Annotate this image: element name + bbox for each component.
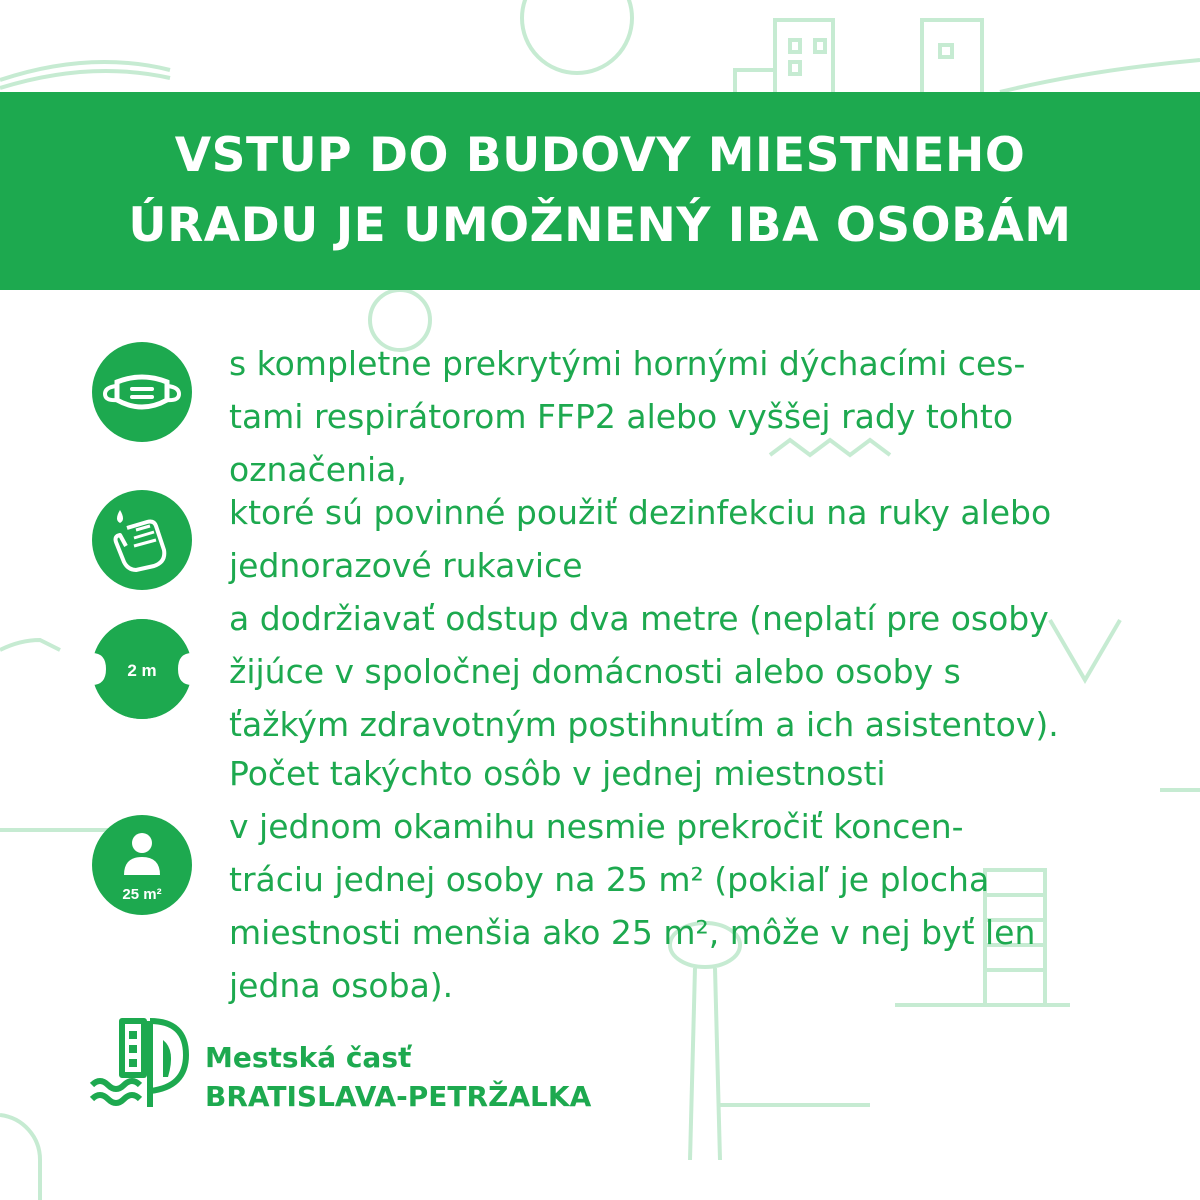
rule-text-occupancy: [229, 747, 1129, 1012]
rule-line: v jednom okamihu nesmie prekročiť koncen-: [229, 807, 964, 846]
rule-line: jednorazové rukavice: [229, 546, 583, 585]
rule-line: miestnosti menšia ako 25 m², môže v nej byť len: [229, 913, 1036, 952]
distance-label: 2 m: [127, 661, 157, 680]
area-label: 25 m²: [122, 886, 162, 903]
rule-line: ťažkým zdravotným postihnutím a ich asistentov).: [229, 705, 1059, 744]
rule-text-mask: [229, 337, 1129, 496]
title-line-1: VSTUP DO BUDOVY MIESTNEHO: [174, 128, 1026, 183]
rule-line: s kompletne prekrytými hornými dýchacími ces-: [229, 344, 1026, 383]
brand-line-2: BRATISLAVA-PETRŽALKA: [205, 1080, 592, 1113]
rule-line: žijúce v spoločnej domácnosti alebo osoby s: [229, 652, 961, 691]
rule-text-sanitizer: [229, 486, 1129, 592]
rule-line: označenia,: [229, 450, 407, 489]
person-per-area-icon: [92, 815, 192, 915]
petrzalka-logo-icon: [88, 1015, 198, 1115]
two-metre-distance-icon: [92, 619, 192, 719]
rule-line: jedna osoba).: [229, 966, 454, 1005]
rule-line: tráciu jednej osoby na 25 m² (pokiaľ je plocha: [229, 860, 990, 899]
rule-line: ktoré sú povinné použiť dezinfekciu na ruky alebo: [229, 493, 1052, 532]
face-mask-icon: [92, 342, 192, 442]
title-line-2: ÚRADU JE UMOŽNENÝ IBA OSOBÁM: [128, 198, 1072, 253]
rule-line: a dodržiavať odstup dva metre (neplatí pre osoby: [229, 599, 1049, 638]
rule-line: Počet takýchto osôb v jednej miestnosti: [229, 754, 886, 793]
header-banner: [0, 92, 1200, 290]
brand-line-1: Mestská časť: [205, 1041, 412, 1074]
rule-line: tami respirátorom FFP2 alebo vyššej rady tohto: [229, 397, 1014, 436]
rule-text-distance: [229, 592, 1129, 751]
hand-sanitizer-icon: [92, 490, 192, 590]
